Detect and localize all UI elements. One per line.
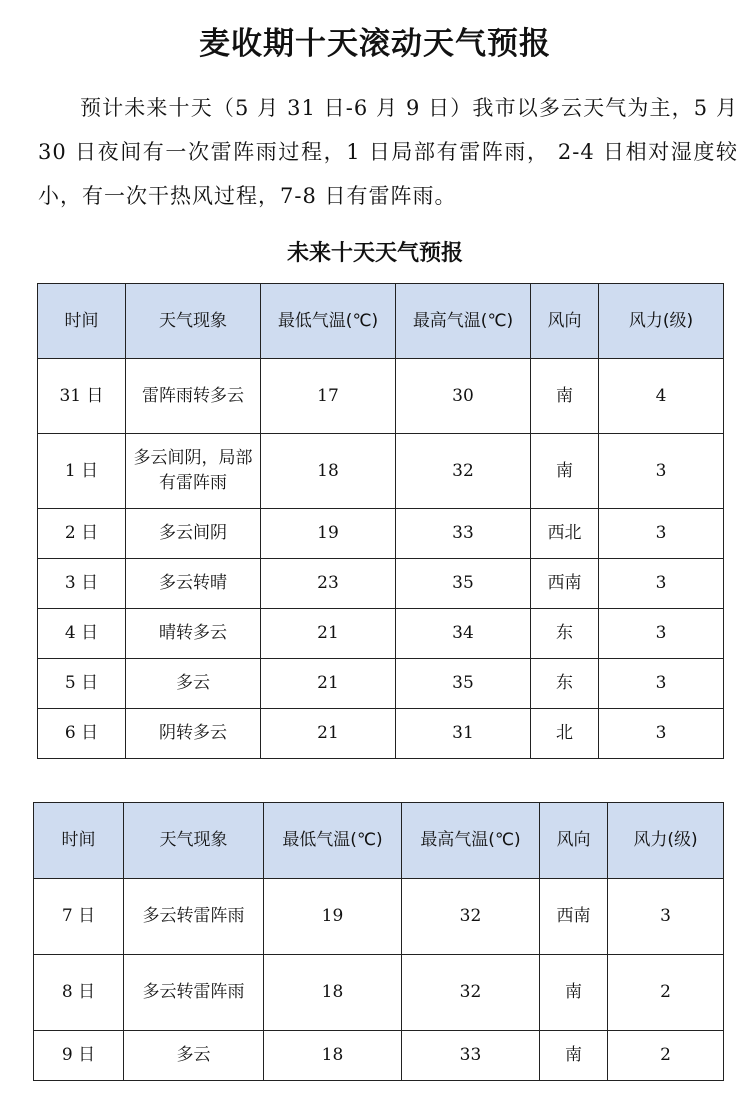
cell-weather: 多云 [126, 659, 261, 709]
cell-wind-force: 3 [608, 879, 724, 955]
cell-time: 1 日 [38, 434, 126, 509]
table-row [38, 509, 724, 559]
table-row [38, 434, 724, 509]
cell-time: 7 日 [34, 879, 124, 955]
cell-max-temp: 35 [396, 559, 531, 609]
cell-min-temp: 18 [264, 955, 402, 1031]
cell-max-temp: 32 [402, 955, 540, 1031]
cell-wind-direction: 南 [540, 955, 608, 1031]
cell-time: 31 日 [38, 359, 126, 434]
cell-weather: 阴转多云 [126, 709, 261, 759]
table-row [34, 879, 724, 955]
cell-weather: 雷阵雨转多云 [126, 359, 261, 434]
cell-wind-direction: 北 [531, 709, 599, 759]
table-title: 未来十天天气预报 [286, 241, 463, 266]
cell-wind-direction: 南 [540, 1031, 608, 1081]
cell-max-temp: 33 [402, 1031, 540, 1081]
cell-time: 9 日 [34, 1031, 124, 1081]
cell-weather: 多云转雷阵雨 [124, 955, 264, 1031]
cell-wind-direction: 东 [531, 659, 599, 709]
cell-time: 8 日 [34, 955, 124, 1031]
cell-weather: 多云转雷阵雨 [124, 879, 264, 955]
cell-min-temp: 18 [261, 434, 396, 509]
cell-wind-direction: 东 [531, 609, 599, 659]
cell-wind-direction: 西北 [531, 509, 599, 559]
header-time: 时间 [38, 284, 126, 359]
cell-weather: 晴转多云 [126, 609, 261, 659]
cell-wind-force: 2 [608, 1031, 724, 1081]
header-weather: 天气现象 [126, 284, 261, 359]
cell-wind-direction: 南 [531, 359, 599, 434]
forecast-summary: 预计未来十天（5 月 31 日-6 月 9 日）我市以多云天气为主，5 月 30 日夜间有一次雷阵雨过程，1 日局部有雷阵雨， 2-4 日相对湿度较小，有一次干热风过程，7-8 日有雷阵雨。 [38, 96, 738, 208]
cell-time: 5 日 [38, 659, 126, 709]
cell-wind-direction: 南 [531, 434, 599, 509]
cell-time: 4 日 [38, 609, 126, 659]
cell-max-temp: 30 [396, 359, 531, 434]
cell-max-temp: 35 [396, 659, 531, 709]
cell-wind-force: 3 [599, 559, 724, 609]
cell-wind-force: 2 [608, 955, 724, 1031]
cell-min-temp: 17 [261, 359, 396, 434]
cell-max-temp: 34 [396, 609, 531, 659]
cell-time: 3 日 [38, 559, 126, 609]
header-wind-direction: 风向 [531, 284, 599, 359]
header-wind-force: 风力(级) [608, 803, 724, 879]
cell-min-temp: 23 [261, 559, 396, 609]
page-title: 麦收期十天滚动天气预报 [199, 26, 551, 62]
table-row [38, 659, 724, 709]
cell-time: 6 日 [38, 709, 126, 759]
forecast-table-2 [33, 802, 724, 1081]
forecast-table-1 [37, 283, 724, 759]
cell-time: 2 日 [38, 509, 126, 559]
table-row [38, 559, 724, 609]
cell-wind-direction: 西南 [540, 879, 608, 955]
cell-wind-force: 3 [599, 434, 724, 509]
header-weather: 天气现象 [124, 803, 264, 879]
header-wind-direction: 风向 [540, 803, 608, 879]
table-header-row [34, 803, 724, 879]
header-time: 时间 [34, 803, 124, 879]
cell-wind-force: 3 [599, 709, 724, 759]
table-row [38, 359, 724, 434]
cell-max-temp: 32 [396, 434, 531, 509]
header-max-temp: 最高气温(℃) [396, 284, 531, 359]
cell-max-temp: 32 [402, 879, 540, 955]
cell-min-temp: 21 [261, 659, 396, 709]
table-row [34, 955, 724, 1031]
cell-min-temp: 19 [261, 509, 396, 559]
cell-wind-force: 3 [599, 509, 724, 559]
cell-max-temp: 31 [396, 709, 531, 759]
table-row [38, 609, 724, 659]
cell-wind-force: 4 [599, 359, 724, 434]
cell-weather: 多云 [124, 1031, 264, 1081]
table-row [34, 1031, 724, 1081]
cell-max-temp: 33 [396, 509, 531, 559]
table-header-row [38, 284, 724, 359]
cell-wind-direction: 西南 [531, 559, 599, 609]
cell-min-temp: 21 [261, 709, 396, 759]
cell-min-temp: 19 [264, 879, 402, 955]
table-row [38, 709, 724, 759]
header-wind-force: 风力(级) [599, 284, 724, 359]
cell-weather: 多云间阴 [126, 509, 261, 559]
cell-wind-force: 3 [599, 609, 724, 659]
cell-weather: 多云间阴，局部有雷阵雨 [126, 434, 261, 509]
cell-min-temp: 21 [261, 609, 396, 659]
header-max-temp: 最高气温(℃) [402, 803, 540, 879]
header-min-temp: 最低气温(℃) [261, 284, 396, 359]
cell-min-temp: 18 [264, 1031, 402, 1081]
cell-weather: 多云转晴 [126, 559, 261, 609]
header-min-temp: 最低气温(℃) [264, 803, 402, 879]
cell-wind-force: 3 [599, 659, 724, 709]
